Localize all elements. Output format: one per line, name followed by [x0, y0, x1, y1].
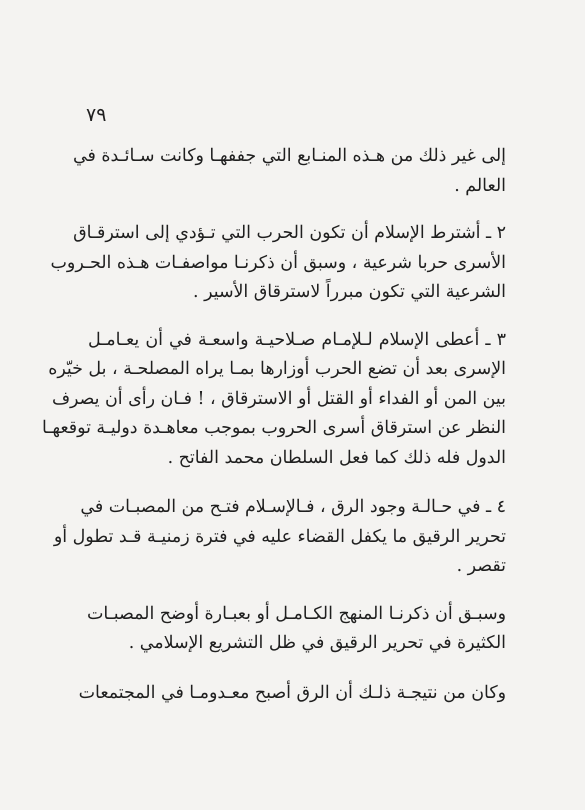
- text-line: إلى غير ذلك من هـذه المنـابع التي جففهـا وكانت سـائـدة في: [73, 146, 506, 166]
- text-line: النظر عن استرقاق أسرى الحروب بموجب معاهـدة دوليـة توقعهـا: [41, 418, 506, 438]
- paragraph-5: [88, 600, 506, 659]
- paragraph-1: [73, 142, 506, 201]
- text-line: الشرعية التي تكون مبرراً لاسترقاق الأسير .: [193, 282, 506, 302]
- paragraph-4: [53, 493, 506, 582]
- paragraph-3: [41, 326, 506, 474]
- text-line: الإسرى بعد أن تضع الحرب أوزارها بمـا يراه المصلحـة ، بل خيّره: [48, 359, 506, 379]
- text-line: ٤ ـ في حـالـة وجود الرق ، فـالإسـلام فتـح من المصبـات في: [80, 497, 506, 517]
- text-line: تحرير الرقيق ما يكفل القضاء عليه في فترة زمنيـة قـد تطول أو: [53, 526, 506, 547]
- text-line: ٢ ـ أشترط الإسلام أن تكون الحرب التي تـؤدي إلى استرقـاق: [73, 223, 506, 243]
- text-line: الكثيرة في تحرير الرقيق في ظل التشريع الإسلامي .: [128, 633, 506, 653]
- text-line: الدول فله ذلك كما فعل السلطان محمد الفاتح .: [167, 447, 506, 468]
- text-line: وكان من نتيجـة ذلـك أن الرق أصبح معـدومـا في المجتمعات: [78, 682, 506, 703]
- paragraph-6: [78, 679, 506, 709]
- text-line: ٣ ـ أعطى الإسلام لـلإمـام صـلاحيـة واسعـة في أن يعـامـل: [88, 329, 506, 350]
- paragraph-2: [50, 219, 506, 308]
- text-line: تقصر .: [456, 556, 506, 576]
- text-line: الأسرى حربا شرعية ، وسبق أن ذكرنـا مواصفـات هـذه الحـروب: [50, 252, 506, 273]
- page-number: ٧٩: [86, 104, 107, 126]
- text-line: العالم .: [454, 175, 506, 196]
- document-body: [41, 142, 506, 726]
- text-line: وسبـق أن ذكرنـا المنهج الكـامـل أو بعبـارة أوضح المصبـات: [87, 603, 506, 624]
- text-line: بين المن أو الفداء أو القتل أو الاسترقاق ، ! فـان رأى أن يصرف: [51, 388, 506, 409]
